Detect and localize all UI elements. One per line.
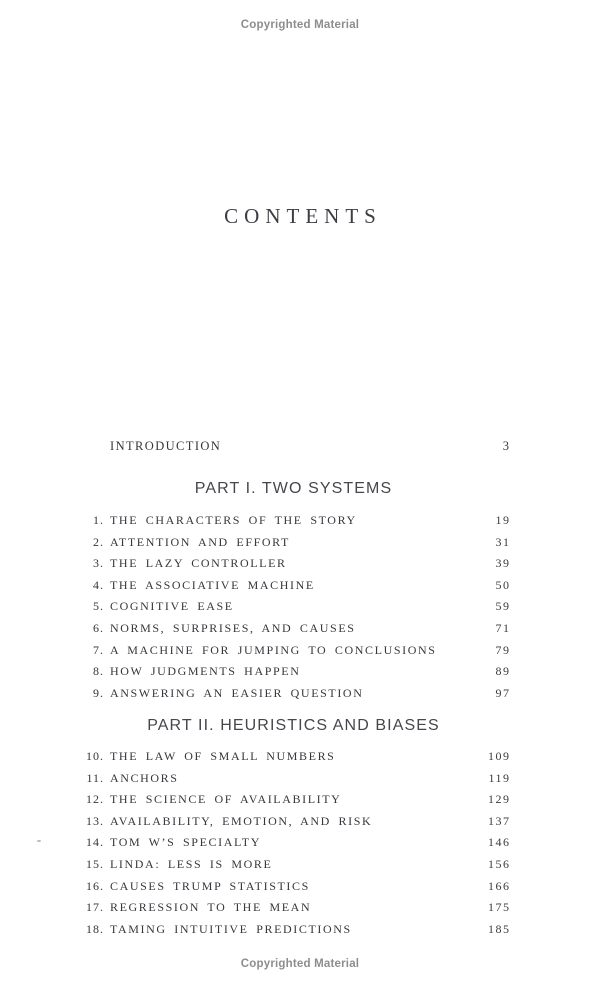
chapter-number: 10. <box>86 749 104 763</box>
contents-title: CONTENTS <box>224 204 382 228</box>
chapter-title: AVAILABILITY, EMOTION, AND RISK <box>110 813 373 828</box>
toc-row <box>78 746 509 768</box>
chapter-title: LINDA: LESS IS MORE <box>110 856 273 871</box>
part-1-heading: PART I. TWO SYSTEMS <box>194 480 393 497</box>
chapter-page-number: 50 <box>495 577 511 592</box>
copyright-notice-top: Copyrighted Material <box>240 17 360 31</box>
introduction-page-number: 3 <box>502 439 511 453</box>
chapter-title: HOW JUDGMENTS HAPPEN <box>110 664 301 679</box>
chapter-page-number: 119 <box>488 770 511 785</box>
chapter-page-number: 146 <box>488 835 511 850</box>
chapter-title: THE CHARACTERS OF THE STORY <box>110 513 357 527</box>
scan-artifact-speck <box>37 840 41 842</box>
chapter-number: 4. <box>93 577 104 592</box>
toc-row <box>78 811 509 833</box>
chapter-page-number: 137 <box>488 813 511 828</box>
chapter-number: 8. <box>93 664 104 679</box>
chapter-number: 17. <box>86 900 104 915</box>
chapter-page-number: 39 <box>495 556 511 571</box>
chapter-number: 9. <box>93 685 104 700</box>
toc-row <box>78 575 509 597</box>
toc-row <box>78 618 509 640</box>
chapter-number: 18. <box>86 921 104 936</box>
toc-row <box>78 919 509 941</box>
chapter-page-number: 31 <box>495 534 511 549</box>
toc-row <box>78 640 509 662</box>
chapter-page-number: 109 <box>488 749 511 763</box>
toc-row-introduction <box>78 435 509 457</box>
toc-row <box>78 510 509 532</box>
chapter-title: REGRESSION TO THE MEAN <box>110 900 312 915</box>
chapter-number: 7. <box>93 642 104 657</box>
toc-row <box>78 897 509 919</box>
chapter-title: TAMING INTUITIVE PREDICTIONS <box>110 921 352 936</box>
toc-row <box>78 532 509 554</box>
toc-row <box>78 876 509 898</box>
introduction-label: INTRODUCTION <box>110 439 222 453</box>
copyright-notice-bottom: Copyrighted Material <box>240 956 360 970</box>
chapter-title: CAUSES TRUMP STATISTICS <box>110 878 310 893</box>
toc-row <box>78 832 509 854</box>
chapter-title: THE SCIENCE OF AVAILABILITY <box>110 792 342 807</box>
chapter-title: THE LAZY CONTROLLER <box>110 556 287 571</box>
chapter-title: TOM W’S SPECIALTY <box>110 835 261 850</box>
chapter-title: ATTENTION AND EFFORT <box>110 534 290 549</box>
chapter-page-number: 129 <box>488 792 511 807</box>
chapter-title: A MACHINE FOR JUMPING TO CONCLUSIONS <box>110 642 437 657</box>
chapter-title: NORMS, SURPRISES, AND CAUSES <box>110 620 356 635</box>
part-2-chapter-list <box>78 746 509 940</box>
chapter-page-number: 19 <box>495 513 511 527</box>
chapter-title: COGNITIVE EASE <box>110 599 234 614</box>
part-2-heading: PART II. HEURISTICS AND BIASES <box>147 717 440 734</box>
chapter-page-number: 79 <box>495 642 511 657</box>
chapter-page-number: 59 <box>495 599 511 614</box>
table-of-contents <box>78 0 509 990</box>
chapter-title: THE LAW OF SMALL NUMBERS <box>110 749 336 763</box>
chapter-title: ANCHORS <box>110 770 179 785</box>
toc-row <box>78 768 509 790</box>
chapter-page-number: 89 <box>495 664 511 679</box>
toc-row <box>78 789 509 811</box>
chapter-page-number: 185 <box>488 921 511 936</box>
chapter-number: 3. <box>93 556 104 571</box>
chapter-number: 15. <box>86 856 104 871</box>
chapter-number: 12. <box>86 792 104 807</box>
chapter-page-number: 71 <box>495 620 511 635</box>
chapter-number: 11. <box>86 770 104 785</box>
toc-row <box>78 553 509 575</box>
chapter-number: 5. <box>93 599 104 614</box>
chapter-number: 16. <box>86 878 104 893</box>
toc-row <box>78 683 509 705</box>
chapter-page-number: 166 <box>488 878 511 893</box>
toc-row <box>78 854 509 876</box>
chapter-number: 14. <box>86 835 104 850</box>
chapter-title: ANSWERING AN EASIER QUESTION <box>110 685 364 700</box>
part-1-chapter-list <box>78 510 509 704</box>
chapter-page-number: 175 <box>488 900 511 915</box>
chapter-number: 6. <box>93 620 104 635</box>
toc-row <box>78 596 509 618</box>
chapter-page-number: 97 <box>495 685 511 700</box>
toc-row <box>78 661 509 683</box>
chapter-title: THE ASSOCIATIVE MACHINE <box>110 577 315 592</box>
chapter-number: 2. <box>93 534 104 549</box>
chapter-number: 13. <box>86 813 104 828</box>
chapter-page-number: 156 <box>488 856 511 871</box>
chapter-number: 1. <box>93 513 104 527</box>
